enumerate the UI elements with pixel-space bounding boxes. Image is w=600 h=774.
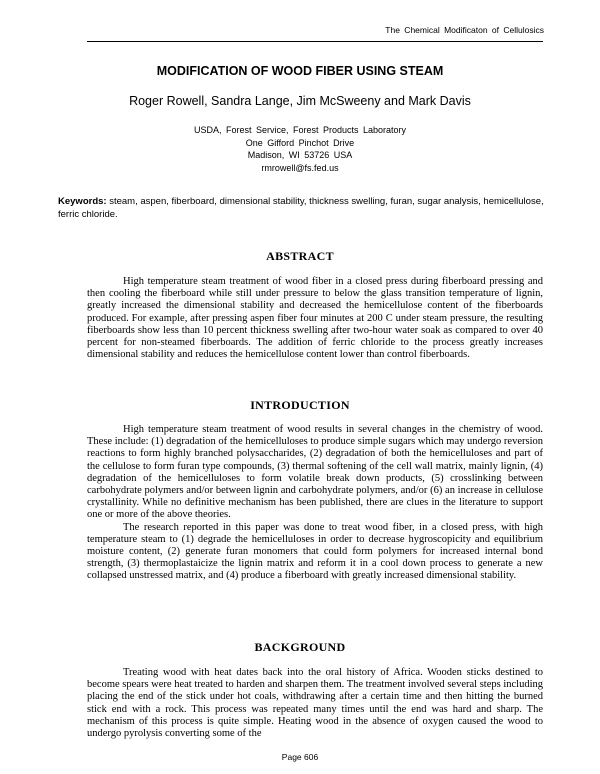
author-email: rmrowell@fs.fed.us [261, 162, 339, 173]
abstract-body [87, 276, 543, 361]
introduction-heading: INTRODUCTION [250, 398, 350, 412]
affiliation-block [0, 124, 600, 174]
keywords-label: Keywords: [58, 196, 107, 207]
background-heading: BACKGROUND [254, 640, 346, 654]
paper-authors: Roger Rowell, Sandra Lange, Jim McSweeny and Mark Davis [129, 94, 471, 108]
background-body [87, 667, 543, 740]
abstract-heading: ABSTRACT [266, 249, 334, 263]
affiliation-line: One Gifford Pinchot Drive [245, 137, 355, 148]
page-number: Page 606 [281, 752, 319, 762]
header-rule [87, 41, 543, 42]
introduction-body [87, 424, 543, 583]
keywords-text: steam, aspen, fiberboard, dimensional stability, thickness swelling, furan, sugar analysis, hemicellulose, ferric chloride. [58, 196, 544, 220]
background-paragraph: Treating wood with heat dates back into the oral history of Africa. Wooden sticks destined to become spears were heat treated to harden and sharpen them. The treatment involved several steps including placing the end of the stick under hot coals, withdrawing after a certain time and then hitting the burned stick end with a rock. This process was repeated many times until the end was hard and sharp. The mechanism of this process is quite simple. Heating wood in the absence of oxygen caused the wood to undergo pyrolysis converting some of the [87, 667, 543, 740]
affiliation-line: Madison, WI 53726 USA [247, 150, 353, 160]
paper-title: MODIFICATION OF WOOD FIBER USING STEAM [156, 64, 444, 78]
running-title: The Chemical Modificaton of Cellulosics [385, 25, 544, 35]
affiliation-line: USDA, Forest Service, Forest Products Laboratory [193, 125, 407, 135]
keywords [58, 196, 544, 221]
introduction-paragraph: High temperature steam treatment of wood results in several changes in the chemistry of wood. These include: (1) degradation of the hemicelluloses to produce simple sugars which may undergo reversion reactions to form highly branched polysaccharides, (2) degradation of both the hemicelluloses and part of the cellulose to form furan type compounds, (3) thermal softening of the cell wall matrix, mainly lignin, (4) degradation of the hemicelluloses to form volatile break down products, (5) crosslinking between carbohydrate polymers and/or between lignin and carbohydrate polymers, and/or (6) an increase in cellulose crystallinity. While no definitive mechanism has been published, there are clues in the literature to support one or more of the above theories. [87, 424, 543, 521]
introduction-paragraph: The research reported in this paper was done to treat wood fiber, in a closed press, with high temperature steam to (1) degrade the hemicelluloses in order to decrease hygroscopicity and equilibrium moisture content, (2) generate furan monomers that could form polymers for increased internal bond strength, (3) thermoplastaicize the lignin matrix and reform it in a cool down process to generate a new collapsed unstressed matrix, and (4) produce a fiberboard with greatly increased dimensional stability. [87, 521, 543, 582]
abstract-paragraph: High temperature steam treatment of wood fiber in a closed press during fiberboard pressing and then cooling the fiberboard while still under pressure to below the glass transition temperature of lignin, greatly increased the dimensional stability and decreased the hemicellulose content of the fiberboards produced. For example, after pressing aspen fiber four minutes at 200 C under steam pressure, the resulting fiberboards show less than 10 percent thickness swelling after two-hour water soak as compared to over 40 percent for non-steamed fiberboards. The addition of ferric chloride to the process greatly increases dimensional stability and reduces the hemicellulose content lower than control fiberboards. [87, 276, 543, 361]
